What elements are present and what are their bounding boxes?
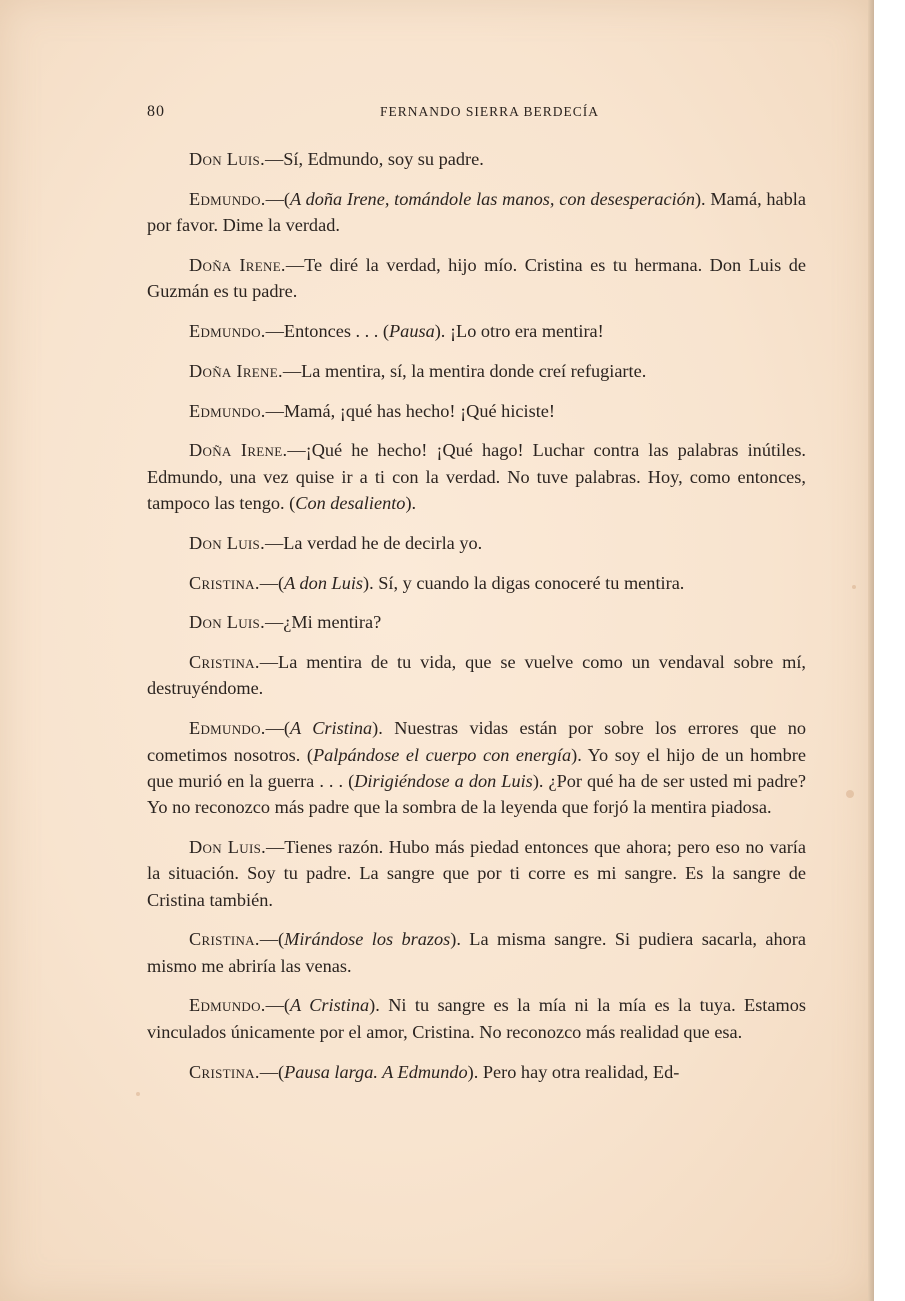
speaker-name: Edmundo. [189,400,266,421]
dialogue-text: —( [265,188,291,209]
dialogue-text: —Mamá, ¡qué has hecho! ¡Qué hiciste! [265,400,555,421]
dialogue-paragraph [147,318,806,344]
play-text [147,146,806,1098]
stage-direction: Pausa larga. A Edmundo [284,1061,468,1082]
dialogue-text: —¿Mi mentira? [264,612,382,633]
speaker-name: Don Luis. [189,532,265,553]
stage-direction: A don Luis [284,572,364,593]
dialogue-paragraph [147,609,806,635]
dialogue-text: —( [265,718,291,739]
dialogue-text: ). ¿Por qué ha de ser usted mi padre? Yo no reconozco más padre que la sombra de la leyenda que forjó la mentira piadosa. [147,770,807,818]
dialogue-paragraph [147,1059,806,1085]
dialogue-text: —La mentira de tu vida, que se vuelve como un vendaval sobre mí, destruyéndome. [147,652,806,699]
dialogue-paragraph [147,398,806,424]
speaker-name: Edmundo. [189,718,266,739]
dialogue-paragraph [147,834,806,913]
paper-stain [846,790,854,798]
dialogue-text: —Entonces . . . ( [265,320,390,341]
stage-direction: A doña Irene, tomándole las manos, con desesperación [290,188,695,209]
dialogue-text: ). Yo soy el hijo de un hombre que murió en la guerra . . . ( [147,744,806,791]
speaker-name: Cristina. [189,572,260,593]
stage-direction: A Cristina [290,995,370,1016]
dialogue-text: —Tienes razón. Hubo más piedad entonces que ahora; pero eso no varía la situación. Soy tu padre. La sangre que por ti corre es mi sangre. Es la sangre de Cristina también. [147,836,806,910]
dialogue-text: ). Ni tu sangre es la mía ni la mía es la tuya. Estamos vinculados únicamente por el amor, Cristina. No reconozco más realidad que esa. [147,995,806,1042]
speaker-name: Don Luis. [189,836,266,857]
dialogue-paragraph [147,992,806,1045]
dialogue-paragraph [147,530,806,556]
stage-direction: Dirigiéndose a don Luis [354,770,533,791]
speaker-name: Cristina. [189,652,260,673]
dialogue-text: ). Sí, y cuando la digas conoceré tu mentira. [363,572,685,593]
stage-direction: Con desaliento [295,492,406,513]
speaker-name: Edmundo. [189,188,266,209]
dialogue-paragraph [147,926,806,979]
paper-stain [852,585,856,589]
paper-stain [136,1092,140,1096]
dialogue-text: —La mentira, sí, la mentira donde creí refugiarte. [282,360,647,381]
scan-background [874,0,905,1301]
stage-direction: A Cristina [290,718,373,739]
dialogue-text: —La verdad he de decirla yo. [264,532,483,553]
dialogue-paragraph [147,649,806,702]
speaker-name: Doña Irene. [189,440,288,461]
stage-direction: Pausa [389,320,435,341]
dialogue-text: —Sí, Edmundo, soy su padre. [264,149,484,169]
running-head: FERNANDO SIERRA BERDECÍA [379,104,599,119]
dialogue-text: ). Pero hay otra realidad, Ed- [467,1061,680,1082]
speaker-name: Don Luis. [189,612,265,633]
dialogue-paragraph [147,570,806,596]
dialogue-paragraph [147,252,806,305]
speaker-name: Cristina. [189,1061,260,1082]
dialogue-paragraph [147,437,806,516]
stage-direction: Mirándose los brazos [284,929,451,950]
speaker-name: Cristina. [189,929,260,950]
stage-direction: Palpándose el cuerpo con energía [312,744,572,765]
dialogue-text: ). Nuestras vidas están por sobre los errores que no cometimos nosotros. ( [147,718,806,765]
dialogue-text: —( [259,1061,285,1082]
speaker-name: Edmundo. [189,995,266,1016]
dialogue-text: ). La misma sangre. Si pudiera sacarla, ahora mismo me abriría las venas. [147,929,806,976]
dialogue-text: —Te diré la verdad, hijo mío. Cristina es tu hermana. Don Luis de Guzmán es tu padre. [147,254,807,302]
speaker-name: Edmundo. [189,320,266,341]
dialogue-text: —( [265,995,291,1016]
speaker-name: Doña Irene. [189,254,286,275]
dialogue-paragraph [147,146,806,172]
page-number: 80 [147,103,165,120]
dialogue-text: —( [259,929,285,950]
dialogue-text: —¡Qué he hecho! ¡Qué hago! Luchar contra las palabras inútiles. Edmundo, una vez quise ir a ti con la verdad. No tuve palabras. Hoy, como entonces, tampoco las tengo. ( [147,440,806,513]
dialogue-text: ). Mamá, habla por favor. Dime la verdad. [147,188,806,236]
dialogue-text: ). ¡Lo otro era mentira! [434,320,604,341]
dialogue-paragraph [147,186,806,239]
dialogue-paragraph [147,715,806,820]
dialogue-text: —( [259,572,285,593]
page-header [147,103,599,125]
dialogue-paragraph [147,358,806,384]
dialogue-text: ). [405,492,417,513]
speaker-name: Doña Irene. [189,360,283,381]
speaker-name: Don Luis. [189,149,265,169]
